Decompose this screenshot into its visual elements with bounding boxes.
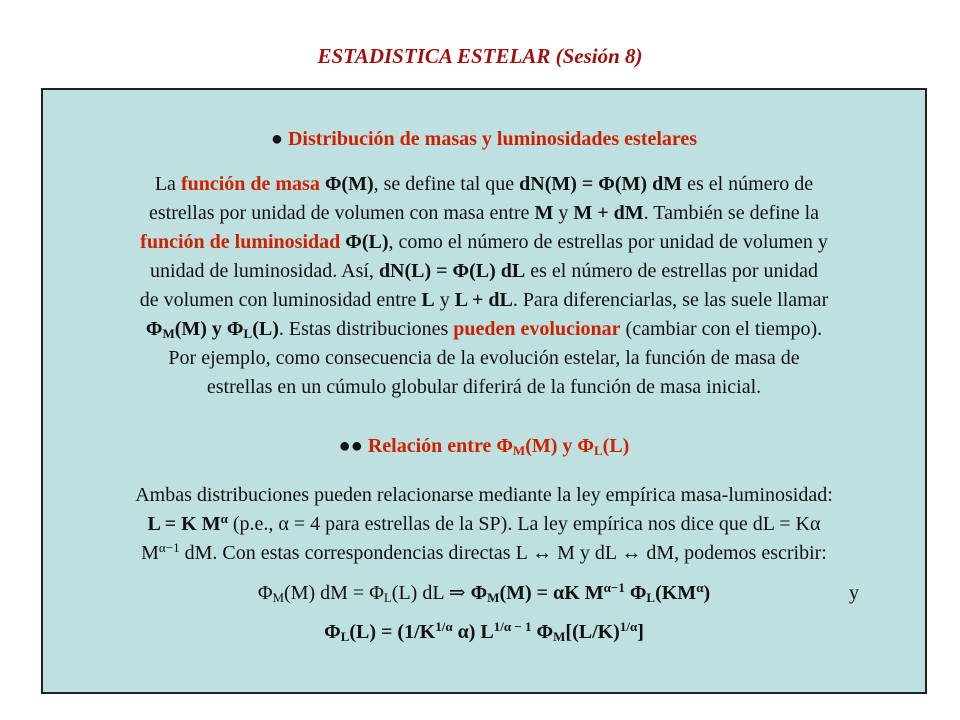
section2-line-2: L = K $M^\alpha$ (p.e., α = 4 para estrellas de la SP). La ley empírica nos dice que dL = Kα [147, 511, 821, 535]
section1-line-4: unidad de luminosidad. Así, dN(L) = Φ(L) dL es el número de estrellas por unidad [150, 260, 818, 282]
section1-line-3: función de luminosidad Φ(L), como el número de estrellas por unidad de volumen y [140, 231, 828, 253]
section1-line-2: estrellas por unidad de volumen con masa entre M y M + dM. También se define la [149, 202, 819, 224]
slide-title: ESTADISTICA ESTELAR (Sesión 8) [317, 44, 643, 68]
double-bullet-icon: ●● [338, 435, 363, 457]
section2-heading: ●● Relación entre $\Phi_M(M)$ y $\Phi_L(L)$ [338, 435, 630, 458]
section2-line-3: $M^{\alpha-1}$ dM. Con estas correspondencias directas L ↔ M y dL ↔ dM, podemos escribir: [141, 540, 827, 564]
section1-heading-text: Distribución de masas y luminosidades estelares [287, 128, 698, 150]
equation-1-y: y [849, 582, 859, 604]
section2-line-1: Ambas distribuciones pueden relacionarse mediante la ley empírica masa-luminosidad: [135, 484, 833, 506]
section1-line-6: $\Phi_M(M)$ y $\Phi_L(L)$. Estas distribuciones pueden evolucionar (cambiar con el tiempo). [145, 318, 823, 341]
section1-line-7: Por ejemplo, como consecuencia de la evolución estelar, la función de masa de [168, 347, 800, 369]
section1-line-8: estrellas en un cúmulo globular diferirá de la función de masa inicial. [206, 376, 762, 398]
section1-line-5: de volumen con luminosidad entre L y L + dL. Para diferenciarlas, se las suele llamar [139, 289, 829, 311]
content-panel [41, 88, 927, 694]
section1-heading [43, 128, 925, 151]
section1-line-1: La función de masa Φ(M), se define tal que dN(M) = Φ(M) dM es el número de [154, 173, 814, 195]
equation-2: $\Phi_L(L) = (1/K^{1/\alpha}$ α) $L^{1/\alpha - 1}$ $\Phi_M[(L/K)^{1/\alpha}]$ [324, 619, 644, 644]
bullet-icon: ● [270, 128, 283, 150]
equation-1: $\Phi_M(M)$ dM = $\Phi_L(L)$ dL ⇒ $\Phi_M(M) = \alpha K$ $M^{\alpha-1}$ $\Phi_L(KM^\alpha)$ y [257, 580, 859, 605]
